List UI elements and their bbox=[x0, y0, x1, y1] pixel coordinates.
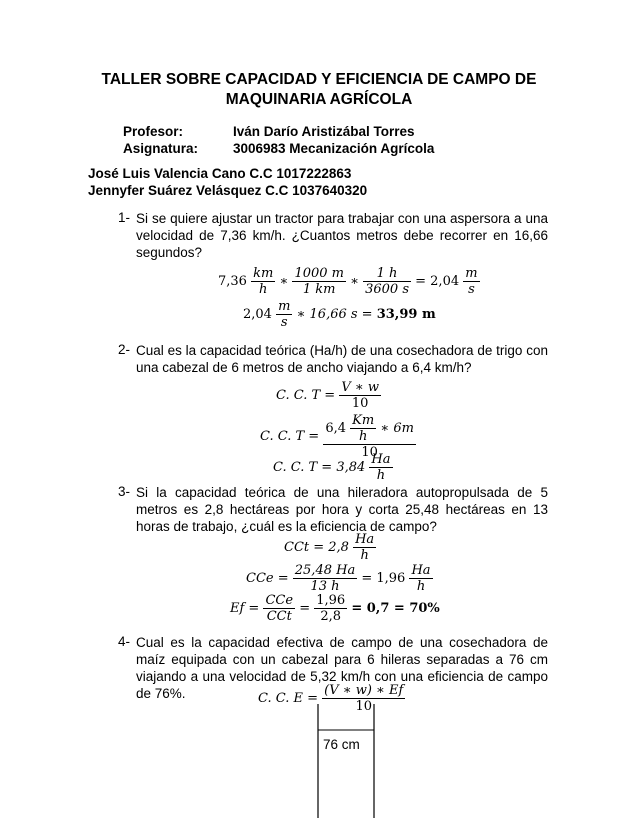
question-3-number: 3- bbox=[118, 484, 131, 499]
equation-4: C. C. E = $\frac{(V ∗ w) ∗ Ef}{10}$ bbox=[258, 683, 404, 714]
question-4-number: 4- bbox=[118, 634, 131, 649]
student-1: José Luis Valencia Cano C.C 1017222863 bbox=[88, 166, 352, 181]
row-spacing-diagram bbox=[300, 700, 390, 826]
question-1-number: 1- bbox=[118, 210, 131, 225]
question-4-text: Cual es la capacidad efectiva de campo de una cosechadora de maíz equipada con un cabezal para 6 hileras separadas a 76 cm viajando a una velocidad de 5,32 km/h con una eficiencia de campo de 76%. bbox=[136, 635, 548, 701]
equation-2-line-3: C. C. T = 3,84 $\frac{Ha}{h}$ bbox=[273, 452, 391, 483]
profesor-value: Iván Darío Aristizábal Torres bbox=[233, 124, 415, 139]
equation-2-line-1: C. C. T = $\frac{V ∗ w}{10}$ bbox=[276, 380, 379, 411]
asignatura-value: 3006983 Mecanización Agrícola bbox=[233, 141, 435, 156]
spacing-label: 76 cm bbox=[323, 737, 360, 752]
question-2-number: 2- bbox=[118, 342, 131, 357]
equation-3-line-1: CCt = 2,8 $\frac{Ha}{h}$ bbox=[284, 532, 375, 563]
student-2: Jennyfer Suárez Velásquez C.C 1037640320 bbox=[88, 183, 368, 198]
equation-3-line-2: CCe = $\frac{25,48 Ha}{13 h}$ = 1,96 $\frac{Ha}{h}$ bbox=[246, 563, 431, 594]
question-2-text: Cual es la capacidad teórica (Ha/h) de una cosechadora de trigo con una cabezal de 6 metros de ancho viajando a 6,4 km/h? bbox=[136, 343, 548, 375]
profesor-label: Profesor: bbox=[123, 124, 184, 139]
asignatura-label: Asignatura: bbox=[123, 141, 199, 156]
question-1-text: Si se quiere ajustar un tractor para trabajar con una aspersora a una velocidad de 7,36 km/h. ¿Cuantos metros debe recorrer en 16,66 segundos? bbox=[136, 211, 548, 260]
equation-2-line-2: C. C. T = 6,4 $\frac{Km}{h}$ ∗ 6m 10 bbox=[260, 413, 414, 460]
equation-3-line-3: Ef = $\frac{\text{CCe}}{\text{CCt}}$ = $\frac{1,96}{2,8}$ = 0,7 = 70% bbox=[230, 593, 440, 624]
equation-1-line-2: 2,04 $\frac{m}{s}$ ∗ 16,66 s = 33,99 m bbox=[243, 299, 436, 330]
document-title-line2: MAQUINARIA AGRÍCOLA bbox=[225, 91, 413, 108]
document-title-line1: TALLER SOBRE CAPACIDAD Y EFICIENCIA DE CAMPO DE bbox=[101, 71, 537, 88]
equation-1-line-1: 7,36 $\frac{km}{h}$ ∗ $\frac{1000 m}{1 km}$ ∗ $\frac{1 h}{3600 s}$ = 2,04 $\frac{m}{s}$ bbox=[218, 266, 478, 297]
question-3-text: Si la capacidad teórica de una hileradora autopropulsada de 5 metros es 2,8 hectáreas por hora y corta 25,48 hectáreas en 13 horas de trabajo, ¿cuál es la eficiencia de campo? bbox=[136, 485, 548, 534]
